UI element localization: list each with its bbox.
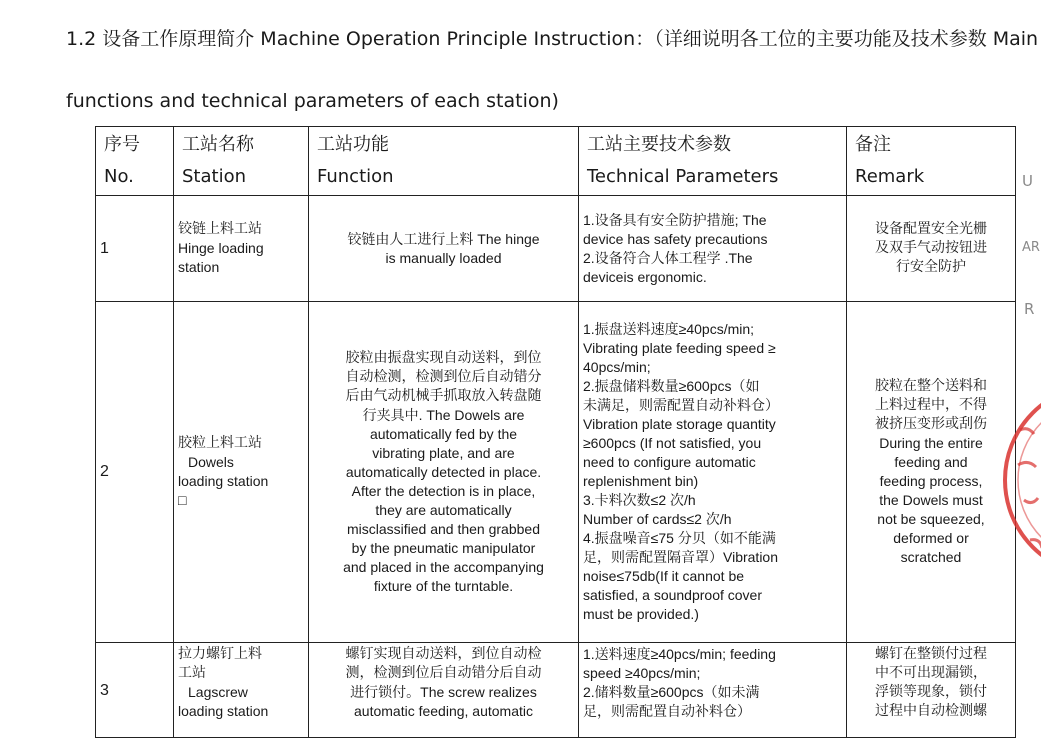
station-line: 工站	[178, 665, 206, 681]
function-line: and placed in the accompanying	[343, 558, 544, 575]
header-function-cn: 工站功能	[317, 134, 389, 155]
company-seal-stamp	[990, 370, 1041, 600]
row-station	[174, 196, 309, 302]
row-no: 3	[96, 643, 174, 738]
header-station	[174, 127, 309, 196]
remark-line: 螺钉在整锁付过程	[875, 646, 987, 662]
remark-line: During the entire	[879, 435, 983, 451]
remark-line: feeding and	[894, 454, 968, 470]
remark-line: feeding process,	[879, 473, 983, 489]
param-line: Number of cards≤2 次/h	[583, 511, 732, 527]
function-line: automatic feeding, automatic	[354, 703, 533, 719]
remark-line: 被挤压变形或刮伤	[875, 416, 987, 432]
row-params	[579, 196, 847, 302]
row-remark	[847, 196, 1016, 302]
table-row	[96, 643, 1016, 738]
row-remark	[847, 643, 1016, 738]
header-function	[309, 127, 579, 196]
edge-mark: U	[1022, 172, 1033, 190]
remark-line: 过程中自动检测螺	[875, 703, 987, 719]
param-line: satisfied, a soundproof cover	[583, 587, 762, 603]
remark-line: deformed or	[893, 530, 969, 546]
header-remark-cn: 备注	[855, 134, 891, 155]
station-line: loading station	[178, 703, 269, 719]
header-params	[579, 127, 847, 196]
function-line: they are automatically	[375, 501, 512, 518]
row-station	[174, 643, 309, 738]
param-line: 1.送料速度≥40pcs/min; feeding	[583, 646, 776, 662]
station-line: 拉力螺钉上料	[178, 646, 262, 662]
param-line: 4.振盘噪音≤75 分贝（如不能满	[583, 530, 776, 546]
row-station	[174, 302, 309, 643]
row-function	[309, 302, 579, 643]
param-line: ≥600pcs (If not satisfied, you	[583, 435, 762, 451]
function-line: 进行锁付。The screw realizes	[350, 684, 537, 700]
param-line: 足，则需配置自动补料仓）	[583, 703, 751, 719]
remark-line: 行安全防护	[896, 259, 966, 275]
header-no-cn: 序号	[104, 134, 140, 155]
function-line: is manually loaded	[385, 249, 502, 266]
param-line: 1.设备具有安全防护措施; The	[583, 211, 767, 228]
function-line: 自动检测，检测到位后自动错分	[345, 368, 542, 385]
function-line: 螺钉实现自动送料，到位自动检	[345, 646, 542, 662]
remark-line: 上料过程中，不得	[875, 397, 987, 413]
edge-mark: AR	[1022, 240, 1040, 255]
row-params	[579, 643, 847, 738]
function-line: After the detection is in place,	[351, 482, 536, 499]
param-line: need to configure automatic	[583, 454, 756, 470]
section-heading: 1.2 设备工作原理简介 Machine Operation Principle Instruction：（详细说明各工位的主要功能及技术参数 Main	[66, 28, 1039, 50]
remark-line: scratched	[900, 549, 962, 565]
header-station-en: Station	[182, 166, 246, 187]
remark-line: 设备配置安全光栅	[875, 221, 987, 237]
param-line: device has safety precautions	[583, 230, 768, 247]
section-heading-continued: functions and technical parameters of each station)	[66, 90, 559, 112]
function-line: 后由气动机械手抓取放入转盘随	[345, 387, 542, 404]
header-remark	[847, 127, 1016, 196]
param-line: noise≤75db(If it cannot be	[583, 568, 745, 584]
function-line: 行夹具中. The Dowels are	[362, 406, 525, 423]
header-remark-en: Remark	[855, 166, 925, 187]
header-station-cn: 工站名称	[182, 134, 254, 155]
remark-line: 及双手气动按钮进	[875, 240, 987, 256]
function-line: 铰链由人工进行上料 The hinge	[347, 230, 540, 247]
table-row	[96, 196, 1016, 302]
param-line: 3.卡料次数≤2 次/h	[583, 492, 696, 508]
header-function-en: Function	[317, 166, 394, 187]
param-line: Vibrating plate feeding speed ≥	[583, 340, 776, 356]
station-line: loading station	[178, 473, 269, 489]
param-line: Vibration plate storage quantity	[583, 416, 776, 432]
param-line: 2.储料数量≥600pcs（如未满	[583, 684, 760, 700]
function-line: misclassified and then grabbed	[346, 520, 540, 537]
station-line: Dowels	[188, 454, 234, 470]
header-no	[96, 127, 174, 196]
function-line: automatically detected in place.	[345, 463, 542, 480]
function-line: vibrating plate, and are	[372, 444, 515, 461]
row-params	[579, 302, 847, 643]
remark-line: not be squeezed,	[877, 511, 985, 527]
function-line: 胶粒由振盘实现自动送料，到位	[345, 349, 542, 366]
remark-line: 浮锁等现象，锁付	[875, 684, 987, 700]
header-params-en: Technical Parameters	[587, 166, 779, 187]
station-line: station	[178, 259, 220, 275]
param-line: 足，则需配置隔音罩）Vibration	[583, 549, 779, 565]
edge-mark: R	[1024, 300, 1035, 318]
param-line: 1.振盘送料速度≥40pcs/min;	[583, 321, 755, 337]
param-line: speed ≥40pcs/min;	[583, 665, 701, 681]
row-function	[309, 196, 579, 302]
param-line: 未满足，则需配置自动补料仓）	[583, 397, 779, 413]
function-line: 测，检测到位后自动错分后自动	[345, 665, 542, 681]
station-parameters-table	[95, 126, 1016, 738]
param-line: 40pcs/min;	[583, 359, 651, 375]
param-line: replenishment bin)	[583, 473, 699, 489]
station-line: Lagscrew	[188, 684, 248, 700]
station-line: Hinge loading	[178, 240, 264, 256]
header-no-en: No.	[104, 166, 134, 187]
param-line: deviceis ergonomic.	[583, 268, 707, 285]
remark-line: the Dowels must	[879, 492, 983, 508]
function-line: automatically fed by the	[369, 425, 518, 442]
table-header-row	[96, 127, 1016, 196]
row-no: 1	[96, 196, 174, 302]
station-line: 铰链上料工站	[178, 221, 262, 237]
header-params-cn: 工站主要技术参数	[587, 134, 731, 155]
station-line: 胶粒上料工站	[178, 435, 262, 451]
table-row	[96, 302, 1016, 643]
remark-line: 中不可出现漏锁，	[875, 665, 987, 681]
param-line: 2.设备符合人体工程学 .The	[583, 249, 753, 266]
param-line: must be provided.)	[583, 606, 699, 622]
function-line: fixture of the turntable.	[373, 577, 514, 594]
station-line: □	[178, 492, 187, 508]
param-line: 2.振盘储料数量≥600pcs（如	[583, 378, 760, 394]
row-no: 2	[96, 302, 174, 643]
row-function	[309, 643, 579, 738]
function-line: by the pneumatic manipulator	[351, 539, 536, 556]
remark-line: 胶粒在整个送料和	[875, 378, 987, 394]
